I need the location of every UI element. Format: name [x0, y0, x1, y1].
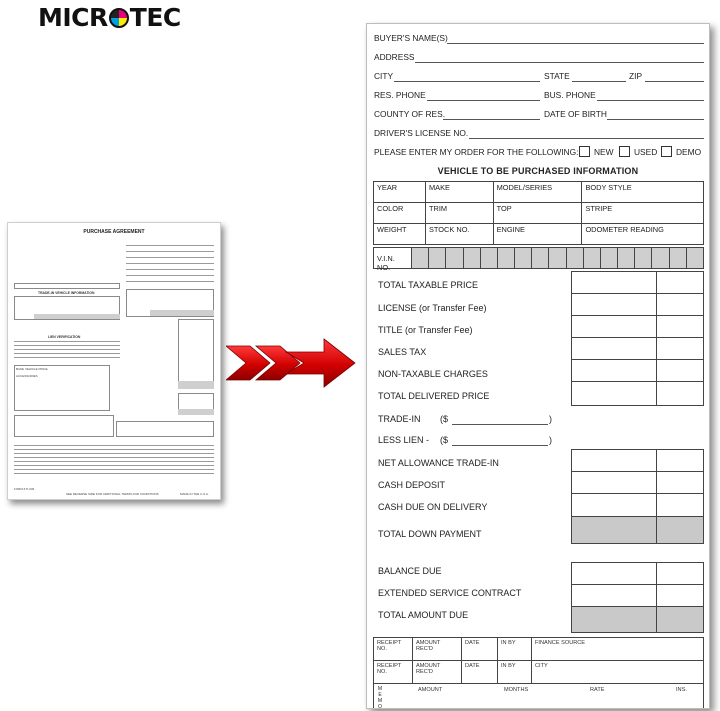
total-taxable-label: TOTAL TAXABLE PRICE [378, 280, 479, 290]
bus-phone-line[interactable] [597, 100, 704, 101]
non-taxable-cents-box[interactable] [656, 359, 704, 382]
vehicle-grid-row [374, 203, 704, 224]
zip-label: ZIP [629, 71, 643, 81]
thumb-line [14, 449, 214, 450]
thumb-price-boxes [178, 319, 214, 389]
less-lien-label: LESS LIEN - [378, 435, 430, 445]
cash-deposit-label: CASH DEPOSIT [378, 480, 446, 490]
memo-rate-label: RATE [590, 687, 605, 693]
res-phone-label: RES. PHONE [374, 90, 426, 100]
amount-recd-cell[interactable]: AMOUNT REC'D [413, 661, 462, 684]
vin-digit-cell[interactable] [567, 248, 584, 268]
order-prompt: PLEASE ENTER MY ORDER FOR THE FOLLOWING: [374, 147, 579, 157]
cash-due-dollars-box[interactable] [571, 493, 657, 517]
vin-digit-cell[interactable] [481, 248, 498, 268]
thumb-balance-shade [178, 409, 214, 415]
amount-recd-cell[interactable]: AMOUNT REC'D [413, 638, 462, 661]
memo-amount-label: AMOUNT [418, 687, 443, 693]
total-taxable-cents-box[interactable] [656, 271, 704, 294]
title-fee-label: TITLE (or Transfer Fee) [378, 325, 473, 335]
county-label: COUNTY OF RES. [374, 109, 446, 119]
vin-digit-cell[interactable] [618, 248, 635, 268]
vin-digit-cell[interactable] [549, 248, 566, 268]
license-fee-dollars-box[interactable] [571, 293, 657, 316]
memo-ins-label: INS. [676, 687, 687, 693]
demo-checkbox[interactable] [661, 146, 672, 157]
receipt-date-cell[interactable]: DATE [462, 661, 498, 684]
thumb-line [14, 453, 214, 454]
vehicle-grid-row [374, 224, 704, 245]
state-line[interactable] [572, 81, 626, 82]
new-label: NEW [594, 147, 614, 157]
thumb-line [14, 445, 214, 446]
drivers-license-label: DRIVER'S LICENSE NO. [374, 128, 469, 138]
cash-deposit-cents-box[interactable] [656, 471, 704, 494]
thumb-signature-box [14, 415, 114, 437]
less-lien-paren-close: ) [549, 435, 552, 445]
city-line[interactable] [394, 81, 540, 82]
logo-text-left: MICR [38, 2, 108, 32]
vehicle-cell-top[interactable]: TOP [493, 203, 582, 224]
vin-digit-cell[interactable] [446, 248, 463, 268]
vehicle-section-title: VEHICLE TO BE PURCHASED INFORMATION [437, 166, 639, 176]
cash-deposit-dollars-box[interactable] [571, 471, 657, 494]
vehicle-cell-year[interactable]: YEAR [374, 182, 426, 203]
thumb-line [126, 263, 214, 264]
vehicle-cell-body-style[interactable]: BODY STYLE [582, 182, 704, 203]
total-down-label: TOTAL DOWN PAYMENT [378, 529, 482, 539]
new-checkbox[interactable] [579, 146, 590, 157]
vin-digit-cell[interactable] [635, 248, 652, 268]
vin-digit-cell[interactable] [687, 248, 703, 268]
thumb-trade-vin-shade [34, 314, 120, 319]
title-fee-cents-box[interactable] [656, 315, 704, 338]
city-label: CITY [374, 71, 394, 81]
vin-digit-cell[interactable] [670, 248, 687, 268]
receipt-no-cell[interactable]: RECEIPT NO. [374, 661, 413, 684]
thumb-lien-title: LIEN VERIFICATION [48, 335, 81, 339]
balance-due-cents-box[interactable] [656, 562, 704, 585]
receipt-no-cell[interactable]: RECEIPT NO. [374, 638, 413, 661]
total-taxable-dollars-box[interactable] [571, 271, 657, 294]
non-taxable-dollars-box[interactable] [571, 359, 657, 382]
receipt-date-cell[interactable]: DATE [462, 638, 498, 661]
vin-digit-cell[interactable] [515, 248, 532, 268]
total-delivered-label: TOTAL DELIVERED PRICE [378, 391, 490, 401]
non-taxable-label: NON-TAXABLE CHARGES [378, 369, 488, 379]
memo-row[interactable] [373, 683, 704, 709]
logo-text-right: TEC [129, 2, 181, 32]
total-down-cents-box[interactable] [656, 516, 704, 544]
vin-label: V.I.N. NO. [374, 248, 412, 268]
address-line[interactable] [415, 62, 704, 63]
vehicle-cell-stripe[interactable]: STRIPE [582, 203, 704, 224]
thumb-receipt-box [116, 421, 214, 437]
thumb-trade-title: TRADE-IN VEHICLE INFORMATION [38, 291, 95, 295]
thumb-line [14, 345, 120, 346]
used-label: USED [634, 147, 658, 157]
thumb-line [126, 281, 214, 282]
thumb-base-price: BASE VEHICLE PRICE [16, 367, 48, 371]
trade-in-paren-close: ) [549, 414, 552, 424]
thumb-base-price-box [14, 365, 110, 411]
net-allowance-dollars-box[interactable] [571, 449, 657, 472]
sales-tax-dollars-box[interactable] [571, 337, 657, 360]
vin-digit-cell[interactable] [584, 248, 601, 268]
state-label: STATE [544, 71, 570, 81]
in-by-cell[interactable]: IN BY [498, 661, 532, 684]
drivers-license-line[interactable] [469, 138, 704, 139]
vehicle-cell-trim[interactable]: TRIM [426, 203, 494, 224]
extended-service-label: EXTENDED SERVICE CONTRACT [378, 588, 522, 598]
cash-due-cents-box[interactable] [656, 493, 704, 517]
vin-digit-cell[interactable] [498, 248, 515, 268]
thumb-accessories: ACCESSORIES [16, 374, 38, 378]
vehicle-cell-odometer[interactable]: ODOMETER READING [582, 224, 704, 245]
title-fee-dollars-box[interactable] [571, 315, 657, 338]
thumb-line [14, 469, 214, 470]
receipt-row [374, 638, 704, 661]
sales-tax-cents-box[interactable] [656, 337, 704, 360]
thumb-line [14, 465, 214, 466]
thumb-line [126, 251, 214, 252]
sales-tax-label: SALES TAX [378, 347, 427, 357]
thumb-line [14, 357, 120, 358]
demo-label: DEMO [676, 147, 702, 157]
vehicle-cell-stock[interactable]: STOCK NO. [426, 224, 494, 245]
zip-line[interactable] [645, 81, 704, 82]
buyers-name-line[interactable] [447, 43, 704, 44]
purchase-agreement-form [366, 23, 710, 709]
thumb-line [14, 349, 120, 350]
receipt-table [373, 637, 704, 684]
memo-vertical-label: M E M O [377, 686, 383, 709]
vin-digit-cell[interactable] [412, 248, 429, 268]
receipt-row [374, 661, 704, 684]
red-arrows-icon [226, 338, 356, 388]
vin-digit-cell[interactable] [429, 248, 446, 268]
thumb-line [14, 341, 120, 342]
microtec-logo [38, 4, 181, 30]
net-allowance-label: NET ALLOWANCE TRADE-IN [378, 458, 499, 468]
thumb-line [14, 353, 120, 354]
thumb-line [14, 473, 214, 474]
extended-service-cents-box[interactable] [656, 584, 704, 607]
address-label: ADDRESS [374, 52, 415, 62]
total-amount-due-dollars-box[interactable] [571, 606, 657, 633]
vehicle-cell-model[interactable]: MODEL/SERIES [493, 182, 582, 203]
vin-row [373, 247, 704, 272]
less-lien-amount-line[interactable] [452, 445, 548, 446]
used-checkbox[interactable] [619, 146, 630, 157]
dob-label: DATE OF BIRTH [544, 109, 607, 119]
balance-due-label: BALANCE DUE [378, 566, 442, 576]
thumb-line [126, 245, 214, 246]
vin-digit-cell[interactable] [464, 248, 481, 268]
thumb-line [14, 457, 214, 458]
total-delivered-cents-box[interactable] [656, 381, 704, 406]
thumb-line [126, 257, 214, 258]
form-thumbnail [7, 222, 221, 500]
vehicle-cell-make[interactable]: MAKE [426, 182, 494, 203]
cash-due-label: CASH DUE ON DELIVERY [378, 502, 488, 512]
license-fee-cents-box[interactable] [656, 293, 704, 316]
net-allowance-cents-box[interactable] [656, 449, 704, 472]
bus-phone-label: BUS. PHONE [544, 90, 596, 100]
thumbnail-title: PURCHASE AGREEMENT [83, 229, 145, 235]
trade-in-label: TRADE-IN [378, 414, 421, 424]
total-amount-due-label: TOTAL AMOUNT DUE [378, 610, 469, 620]
thumb-footer-center: SEE REVERSE SIDE FOR ADDITIONAL TERMS AND CONDITIONS [66, 492, 159, 496]
total-delivered-dollars-box[interactable] [571, 381, 657, 406]
thumb-price-shade [178, 381, 214, 389]
vehicle-info-grid [373, 181, 704, 245]
extended-service-dollars-box[interactable] [571, 584, 657, 607]
res-phone-line[interactable] [427, 100, 540, 101]
trade-in-paren-open: ($ [440, 414, 449, 424]
vin-digit-cell[interactable] [532, 248, 549, 268]
memo-months-label: MONTHS [504, 687, 529, 693]
vin-digit-cell[interactable] [652, 248, 669, 268]
city-cell[interactable]: CITY [532, 661, 704, 684]
buyers-name-label: BUYER'S NAME(S) [374, 33, 448, 43]
balance-due-dollars-box[interactable] [571, 562, 657, 585]
vehicle-cell-weight[interactable]: WEIGHT [374, 224, 426, 245]
license-fee-label: LICENSE (or Transfer Fee) [378, 303, 487, 313]
vehicle-cell-color[interactable]: COLOR [374, 203, 426, 224]
less-lien-paren-open: ($ [440, 435, 449, 445]
finance-source-cell[interactable]: FINANCE SOURCE [532, 638, 704, 661]
thumb-line [126, 269, 214, 270]
thumb-trade-head [14, 283, 120, 289]
thumb-vin-shade [150, 310, 214, 316]
trade-in-amount-line[interactable] [452, 424, 548, 425]
thumb-footer-left: FORM # P-049 [14, 487, 35, 491]
vehicle-cell-engine[interactable]: ENGINE [493, 224, 582, 245]
thumb-line [14, 461, 214, 462]
in-by-cell[interactable]: IN BY [498, 638, 532, 661]
total-amount-due-cents-box[interactable] [656, 606, 704, 633]
vin-digit-cell[interactable] [601, 248, 618, 268]
thumb-line [126, 275, 214, 276]
vehicle-grid-row [374, 182, 704, 203]
total-down-dollars-box[interactable] [571, 516, 657, 544]
thumb-footer-right: MADE IN THE U.S.A. [180, 492, 209, 496]
county-line[interactable] [443, 119, 540, 120]
dob-line[interactable] [607, 119, 704, 120]
logo-color-wheel-icon [109, 8, 129, 28]
